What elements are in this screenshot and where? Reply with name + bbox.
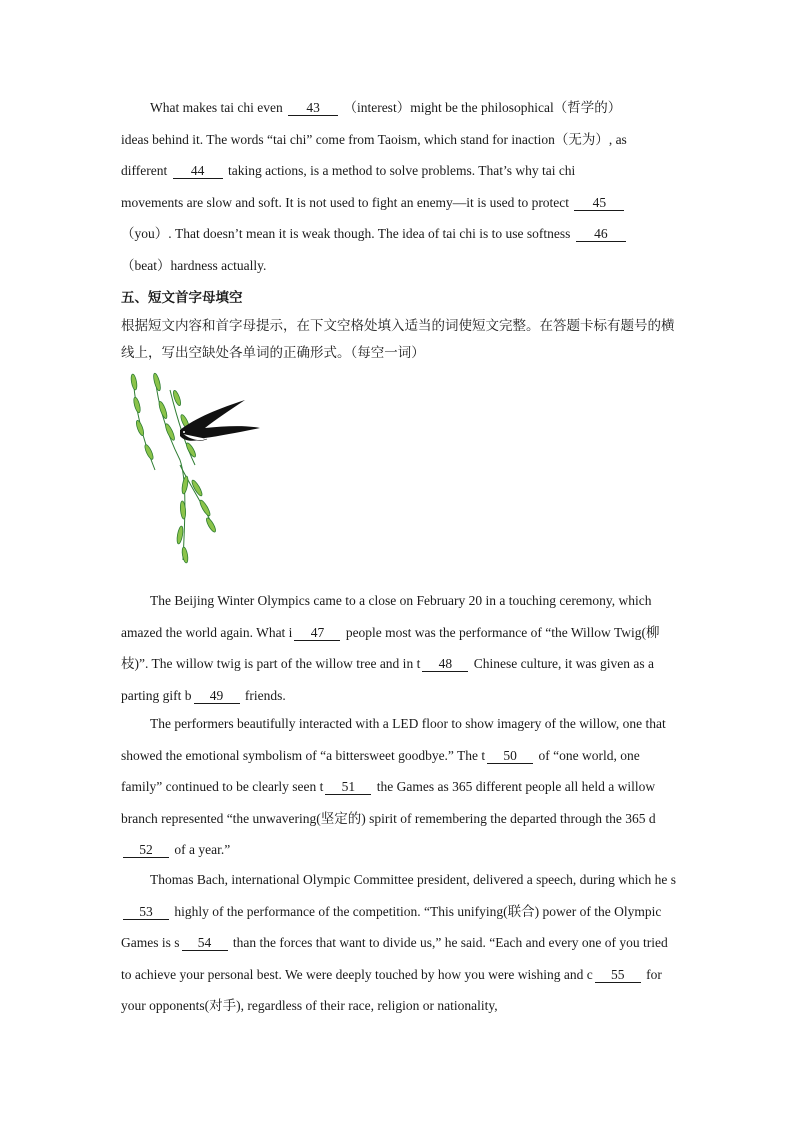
passage-text: people most was the performance of “the Willow Twig(柳枝)”. The willow twig is part of the willow tree and in t — [121, 624, 660, 671]
passage-text: friends. — [241, 687, 286, 703]
section-instructions: 根据短文内容和首字母提示，在下文空格处填入适当的词使短文完整。在答题卡标有题号的横线上，写出空缺处各单词的正确形式。（每空一词） — [121, 318, 675, 361]
willow-leaves-icon — [130, 373, 217, 564]
passage-text: ideas behind it. The words “tai chi” come from Taoism, which stand for inaction（无为）, as — [121, 131, 627, 147]
blank-53[interactable]: 53 — [123, 904, 169, 920]
blank-43[interactable]: 43 — [288, 100, 338, 116]
blank-55[interactable]: 55 — [595, 967, 641, 983]
passage-olympics-p3 — [121, 864, 681, 1022]
passage-olympics-p2 — [121, 708, 681, 866]
passage-text: than the forces that want to divide us,” he said. “Each and every one of you tried to achieve your personal best. We were deeply touched by how you were wishing and c — [121, 935, 668, 982]
blank-48[interactable]: 48 — [422, 656, 468, 672]
passage-text: for your opponents(对手), regardless of their race, religion or nationality, — [121, 966, 662, 1013]
blank-46[interactable]: 46 — [576, 226, 626, 242]
blank-54[interactable]: 54 — [182, 935, 228, 951]
blank-47[interactable]: 47 — [294, 625, 340, 641]
willow-branch-icon — [133, 375, 210, 560]
passage-text: different — [121, 163, 171, 178]
passage-text: The Beijing Winter Olympics came to a close on February 20 in a touching ceremony, which amazed the world again. What i — [121, 593, 652, 640]
blank-50[interactable]: 50 — [487, 748, 533, 764]
passage-text: of a year.” — [171, 842, 231, 857]
blank-52[interactable]: 52 — [123, 842, 169, 858]
passage-text: Thomas Bach, international Olympic Committee president, delivered a speech, during which he s — [150, 872, 676, 887]
passage-taichi — [121, 92, 681, 281]
passage-text: （interest）might be the philosophical（哲学的） — [340, 100, 622, 115]
blank-45[interactable]: 45 — [574, 195, 624, 211]
section-heading: 五、短文首字母填空 — [121, 290, 243, 306]
blank-44[interactable]: 44 — [173, 163, 223, 179]
swallow-icon — [180, 400, 260, 441]
passage-text: highly of the performance of the competition. “This unifying(联合) power of the Olympic Games is s — [121, 903, 662, 950]
blank-49[interactable]: 49 — [194, 688, 240, 704]
passage-text: movements are slow and soft. It is not used to fight an enemy—it is used to protect — [121, 194, 573, 210]
passage-text: Chinese culture, it was given as a parting gift b — [121, 656, 655, 703]
passage-text: of “one world, one family” continued to be clearly seen t — [121, 747, 640, 794]
passage-text: The performers beautifully interacted with a LED floor to show imagery of the willow, one that showed the emotional symbolism of “a bittersweet goodbye.” The t — [121, 716, 666, 763]
passage-text: the Games as 365 different people all held a willow branch represented “the unwavering(坚定的) spirit of remembering the departed through the 365 d — [121, 779, 656, 826]
swallow-willow-illustration — [125, 370, 265, 565]
passage-text: What makes tai chi even — [150, 100, 287, 115]
passage-text: （you）. That doesn’t mean it is weak though. The idea of tai chi is to use softness — [121, 226, 574, 241]
passage-text: taking actions, is a method to solve problems. That’s why tai chi — [224, 163, 576, 178]
passage-text: （beat）hardness actually. — [121, 257, 267, 273]
blank-51[interactable]: 51 — [325, 779, 371, 795]
passage-olympics-p1 — [121, 585, 681, 711]
